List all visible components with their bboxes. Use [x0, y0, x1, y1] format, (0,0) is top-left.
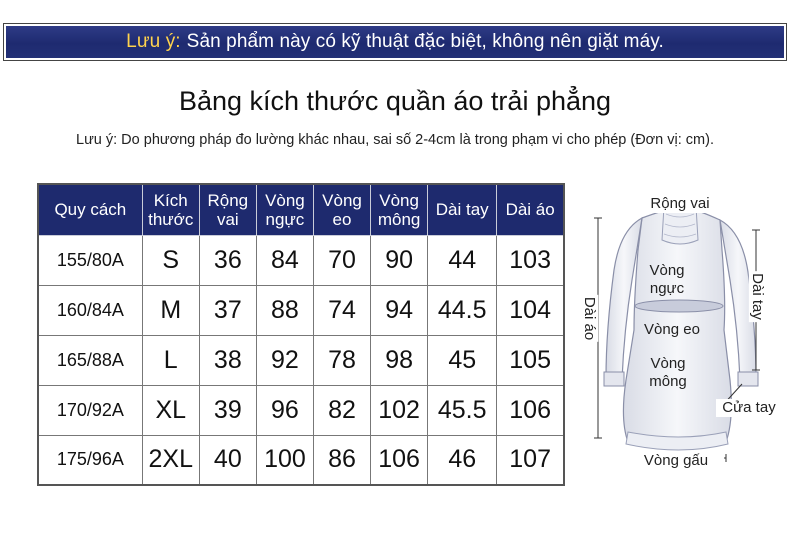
cell-length: 103 — [497, 235, 564, 285]
table-row — [38, 235, 564, 285]
diagram-label-hem: Vòng gấu — [628, 452, 724, 470]
diagram-label-sleeve: Dài tay — [748, 273, 766, 320]
cell-shoulder: 40 — [199, 435, 256, 485]
header-waist: Vòng eo — [313, 184, 370, 235]
cell-size: M — [142, 285, 199, 335]
cell-chest: 84 — [256, 235, 313, 285]
cell-spec: 165/88A — [38, 335, 142, 385]
cell-hip: 94 — [371, 285, 428, 335]
cell-hip: 106 — [371, 435, 428, 485]
cell-shoulder: 37 — [199, 285, 256, 335]
measurement-note: Lưu ý: Do phương pháp đo lường khác nhau, sai số 2-4cm là trong phạm vi cho phép (Đơn vị: cm). — [76, 132, 714, 148]
notice-label: Lưu ý: — [126, 31, 181, 52]
notice-text: Sản phẩm này có kỹ thuật đặc biệt, không nên giặt máy. — [186, 31, 664, 52]
cell-length: 105 — [497, 335, 564, 385]
cell-sleeve: 44.5 — [428, 285, 497, 335]
cell-hip: 90 — [371, 235, 428, 285]
cell-chest: 100 — [256, 435, 313, 485]
diagram-label-chest: Vòng ngực — [649, 262, 685, 297]
header-hip: Vòng mông — [371, 184, 428, 235]
cell-length: 107 — [497, 435, 564, 485]
cell-chest: 88 — [256, 285, 313, 335]
diagram-label-waist: Vòng eo — [644, 321, 700, 338]
cell-size: XL — [142, 385, 199, 435]
header-chest: Vòng ngực — [256, 184, 313, 235]
cell-spec: 170/92A — [38, 385, 142, 435]
cell-chest: 96 — [256, 385, 313, 435]
garment-diagram — [576, 180, 790, 480]
cell-sleeve: 45.5 — [428, 385, 497, 435]
cell-waist: 74 — [313, 285, 370, 335]
notice-banner — [3, 23, 787, 61]
cell-spec: 160/84A — [38, 285, 142, 335]
table-row — [38, 385, 564, 435]
table-row — [38, 435, 564, 485]
cell-size: L — [142, 335, 199, 385]
header-length: Dài áo — [497, 184, 564, 235]
size-table — [37, 183, 565, 486]
cell-shoulder: 39 — [199, 385, 256, 435]
table-row — [38, 285, 564, 335]
header-size: Kích thước — [142, 184, 199, 235]
cell-size: S — [142, 235, 199, 285]
cell-shoulder: 38 — [199, 335, 256, 385]
diagram-label-length: Dài áo — [581, 296, 599, 341]
cell-spec: 175/96A — [38, 435, 142, 485]
cell-waist: 86 — [313, 435, 370, 485]
cell-spec: 155/80A — [38, 235, 142, 285]
cell-waist: 78 — [313, 335, 370, 385]
cell-waist: 82 — [313, 385, 370, 435]
diagram-label-hip: Vòng mông — [649, 355, 687, 390]
cell-waist: 70 — [313, 235, 370, 285]
header-sleeve: Dài tay — [428, 184, 497, 235]
cell-length: 106 — [497, 385, 564, 435]
diagram-label-cuff: Cửa tay — [716, 399, 782, 417]
header-spec: Quy cách — [38, 184, 142, 235]
page-title: Bảng kích thước quần áo trải phẳng — [178, 86, 612, 116]
cell-hip: 98 — [371, 335, 428, 385]
cell-hip: 102 — [371, 385, 428, 435]
header-shoulder: Rộng vai — [199, 184, 256, 235]
notice-banner-inner — [6, 26, 784, 58]
cell-sleeve: 46 — [428, 435, 497, 485]
cell-size: 2XL — [142, 435, 199, 485]
cell-length: 104 — [497, 285, 564, 335]
table-row — [38, 335, 564, 385]
diagram-label-shoulder: Rộng vai — [632, 195, 728, 213]
cell-sleeve: 45 — [428, 335, 497, 385]
cell-sleeve: 44 — [428, 235, 497, 285]
cell-chest: 92 — [256, 335, 313, 385]
table-header-row — [38, 184, 564, 235]
cell-shoulder: 36 — [199, 235, 256, 285]
